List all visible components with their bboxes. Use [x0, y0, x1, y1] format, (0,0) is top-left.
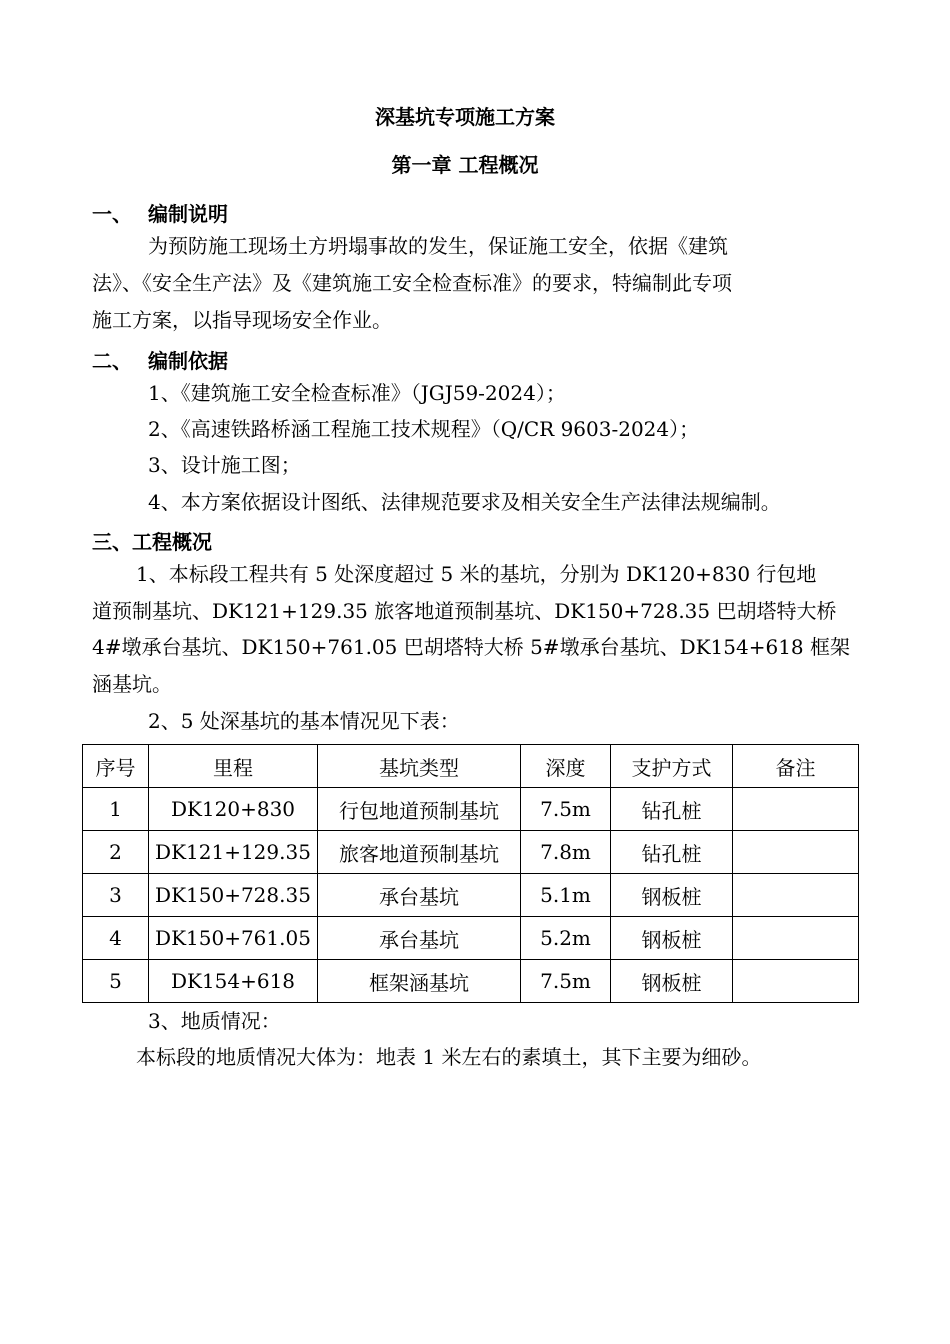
table-cell: DK150+761.05	[149, 917, 318, 960]
overview-line: 4#墩承台基坑、DK150+761.05 巴胡塔特大桥 5#墩承台基坑、DK154+618 框架	[92, 635, 851, 659]
header-cell: 序号	[83, 745, 149, 788]
table-cell: 4	[83, 917, 149, 960]
table-row	[83, 831, 859, 874]
section-1-line: 为预防施工现场土方坍塌事故的发生，保证施工安全，依据《建筑	[148, 234, 728, 258]
table-intro: 2、5 处深基坑的基本情况见下表：	[148, 709, 460, 733]
header-cell: 里程	[149, 745, 318, 788]
header-cell: 基坑类型	[318, 745, 521, 788]
table-cell: 1	[83, 788, 149, 831]
table-cell: 承台基坑	[318, 874, 521, 917]
table-cell: 钢板桩	[611, 874, 733, 917]
table-header-row	[83, 745, 859, 788]
table-row	[83, 960, 859, 1003]
section-1-number: 一、	[92, 202, 132, 226]
table-cell: 框架涵基坑	[318, 960, 521, 1003]
table-cell: DK150+728.35	[149, 874, 318, 917]
basis-item: 4、本方案依据设计图纸、法律规范要求及相关安全生产法律法规编制。	[148, 490, 781, 514]
table-cell: 行包地道预制基坑	[318, 788, 521, 831]
table-cell: 3	[83, 874, 149, 917]
document-title: 深基坑专项施工方案	[375, 105, 555, 129]
section-3-heading: 三、工程概况	[92, 530, 212, 554]
section-2-title: 编制依据	[148, 349, 228, 373]
basis-item: 1、《建筑施工安全检查标准》（JGJ59-2024）；	[148, 381, 566, 405]
section-2-heading	[92, 345, 228, 374]
table-cell: 5.1m	[521, 874, 611, 917]
table-cell: 钻孔桩	[611, 831, 733, 874]
section-1-heading	[92, 198, 228, 227]
geology-heading: 3、地质情况：	[148, 1009, 281, 1033]
table-cell	[733, 917, 859, 960]
table-cell	[733, 788, 859, 831]
header-cell: 支护方式	[611, 745, 733, 788]
basis-item: 2、《高速铁路桥涵工程施工技术规程》（Q/CR 9603-2024）；	[148, 417, 700, 441]
table-cell: DK121+129.35	[149, 831, 318, 874]
table-cell	[733, 874, 859, 917]
table-cell: 钢板桩	[611, 960, 733, 1003]
table-cell: DK154+618	[149, 960, 318, 1003]
basis-item: 3、设计施工图；	[148, 453, 301, 477]
section-1-line: 法》、《安全生产法》及《建筑施工安全检查标准》的要求，特编制此专项	[92, 271, 732, 295]
table-cell: 旅客地道预制基坑	[318, 831, 521, 874]
section-1-title: 编制说明	[148, 202, 228, 226]
table-cell: 7.5m	[521, 788, 611, 831]
table-cell: 5	[83, 960, 149, 1003]
section-1-line: 施工方案，以指导现场安全作业。	[92, 308, 392, 332]
table-cell: 7.5m	[521, 960, 611, 1003]
table-cell: 5.2m	[521, 917, 611, 960]
table-cell: DK120+830	[149, 788, 318, 831]
overview-line: 1、本标段工程共有 5 处深度超过 5 米的基坑，分别为 DK120+830 行包地	[136, 562, 817, 586]
table-cell: 钢板桩	[611, 917, 733, 960]
geology-text: 本标段的地质情况大体为：地表 1 米左右的素填土，其下主要为细砂。	[136, 1045, 762, 1069]
foundation-pit-table	[82, 744, 859, 1003]
table-cell	[733, 960, 859, 1003]
header-cell: 备注	[733, 745, 859, 788]
header-cell: 深度	[521, 745, 611, 788]
table-cell: 钻孔桩	[611, 788, 733, 831]
chapter-title: 第一章 工程概况	[391, 153, 539, 177]
table-cell: 7.8m	[521, 831, 611, 874]
table-row	[83, 917, 859, 960]
overview-line: 道预制基坑、DK121+129.35 旅客地道预制基坑、DK150+728.35 巴胡塔特大桥	[92, 599, 837, 623]
table-cell	[733, 831, 859, 874]
overview-line: 涵基坑。	[92, 672, 172, 696]
table-row	[83, 788, 859, 831]
table-row	[83, 874, 859, 917]
table-cell: 2	[83, 831, 149, 874]
section-2-number: 二、	[92, 349, 132, 373]
table-cell: 承台基坑	[318, 917, 521, 960]
